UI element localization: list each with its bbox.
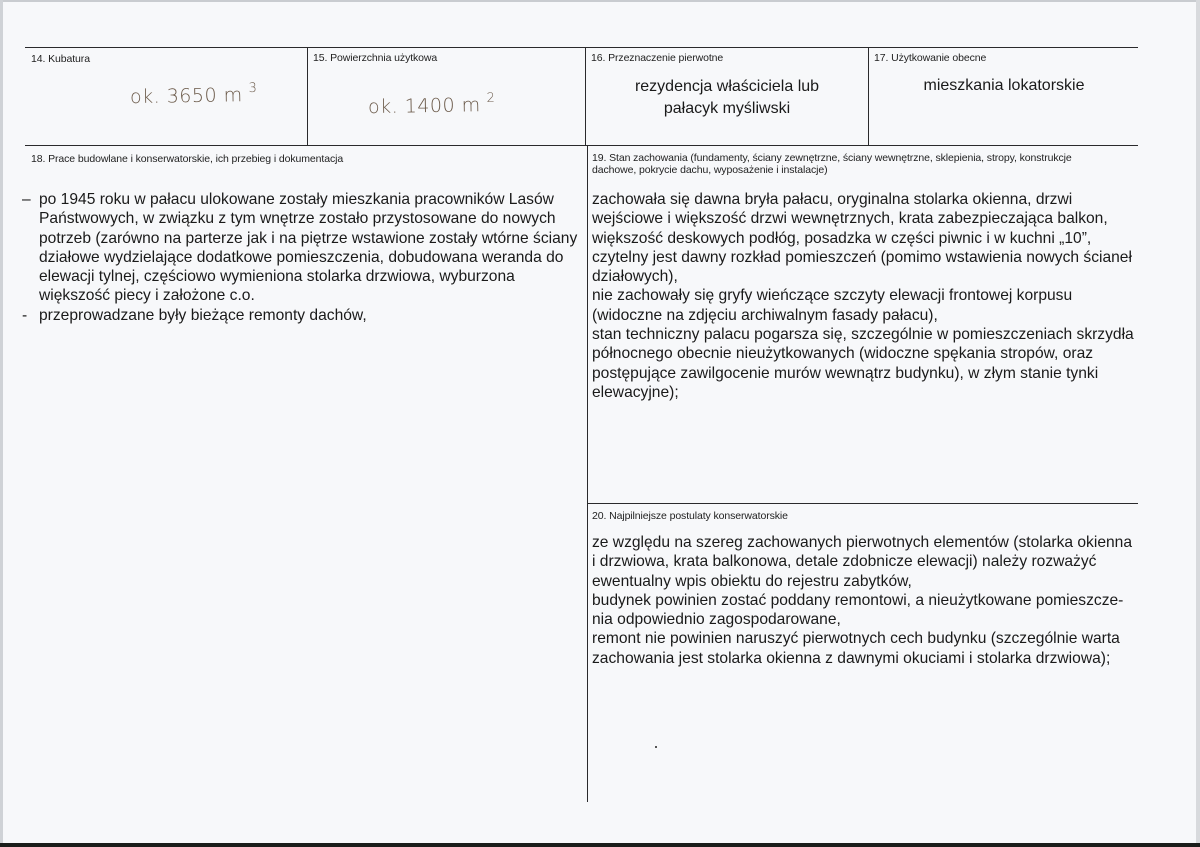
field-19-line: działowych),: [592, 268, 678, 286]
field-15-value: [368, 91, 496, 118]
rule-19-20: [587, 503, 1138, 504]
field-16-value-line: pałacyk myśliwski: [663, 100, 791, 117]
field-15-value-text: ok. 1400 m: [367, 94, 481, 119]
field-19-line: nie zachowały się gryfy wieńczące szczyty elewacji frontowej korpusu: [592, 287, 1073, 305]
field-19-line: elewacyjne);: [592, 383, 679, 401]
field-18-item: [22, 306, 577, 325]
field-20-line: nia odpowiednio zagospodarowane,: [592, 611, 841, 629]
dash-bullet: –: [22, 191, 31, 208]
divider-14-15: [307, 47, 308, 145]
field-16-value: [586, 76, 868, 120]
field-20-line: ewentualny wpis obiektu do rejestru zabytków,: [592, 572, 912, 590]
field-17-label: 17. Użytkowanie obecne: [874, 52, 987, 64]
scan-edge-top: [0, 0, 1200, 2]
field-14-label: 14. Kubatura: [31, 53, 90, 65]
field-20-line: ze względu na szereg zachowanych pierwotnych elementów (stolarka okienna: [592, 534, 1133, 551]
field-19-line: większość deskowych podłóg, posadzka w części piwnic i w kuchni „10”,: [592, 229, 1092, 247]
field-19-label-line: dachowe, pokrycie dachu, wyposażenie i instalacje): [592, 164, 828, 176]
field-19-line: wejściowe i większość drzwi wewnętrznych, krata zabezpieczająca balkon,: [592, 210, 1108, 228]
field-19-line: północnego obecnie nieużytkowanych (widoczne spękania stropów, oraz: [592, 345, 1094, 363]
field-18-line: po 1945 roku w pałacu ulokowane zostały mieszkania pracowników Lasów: [39, 191, 554, 208]
field-14-value-exponent: 3: [248, 80, 258, 97]
field-18-line: potrzeb (zarówno na parterze jak i na piętrze wstawione zostały wtórne ściany: [39, 229, 578, 247]
scan-speck: [655, 746, 657, 748]
divider-18-19: [587, 145, 588, 802]
field-20-line: remont nie powinien naruszyć pierwotnych cech budynku (szczególnie warta: [592, 630, 1120, 648]
field-20-label: 20. Najpilniejsze postulaty konserwatorskie: [592, 510, 788, 522]
field-18-item: [22, 190, 577, 306]
field-17-value: mieszkania lokatorskie: [923, 77, 1085, 94]
scan-edge-left: [0, 0, 3, 847]
field-18-line: przeprowadzane były bieżące remonty dachów,: [39, 306, 367, 324]
field-20-line: zachowania jest stolarka okienna z dawnymi okuciami i stolarka drzwiowa);: [592, 649, 1111, 667]
field-16-label: 16. Przeznaczenie pierwotne: [591, 52, 724, 64]
field-19-label: [592, 152, 1072, 176]
rule-top: [25, 47, 1138, 48]
field-15-value-exponent: 2: [486, 90, 496, 107]
field-14-value-text: ok. 3650 m: [129, 84, 243, 109]
field-19-label-line: 19. Stan zachowania (fundamenty, ściany zewnętrzne, ściany wewnętrzne, sklepienia, stropy, konstrukcje: [592, 152, 1072, 164]
field-18-label: 18. Prace budowlane i konserwatorskie, ich przebieg i dokumentacja: [31, 153, 344, 165]
field-19-line: stan techniczny palacu pogarsza się, szczególnie w pomieszczeniach skrzydła: [592, 326, 1134, 344]
rule-row2: [25, 145, 1138, 146]
field-14-value: [130, 81, 258, 108]
field-16-value-line: rezydencja właściciela lub: [634, 78, 820, 95]
field-18-line: działowe wydzielające dodatkowe pomieszczenia, dobudowana weranda do: [39, 248, 564, 266]
field-18-line: elewacji tylnej, częściowo wymieniona stolarka drzwiowa, wyburzona: [39, 268, 515, 286]
field-19-line: czytelny jest dawny rozkład pomieszczeń (pomimo wstawienia nowych ścianeł: [592, 248, 1132, 266]
field-19-line: zachowała się dawna bryła pałacu, oryginalna stolarka okienna, drzwi: [592, 191, 1073, 208]
field-18-line: większość piecy i założone c.o.: [39, 287, 255, 305]
field-20-line: budynek powinien zostać poddany remontowi, a nieużytkowane pomieszcze-: [592, 591, 1124, 609]
field-19-text: [592, 190, 1134, 402]
field-18-line: Państwowych, w związku z tym wnętrze zostało przystosowane do nowych: [39, 210, 556, 228]
field-20-line: i drzwiowa, krata balkonowa, detale zdobnicze elewacji) należy rozważyć: [592, 553, 1097, 571]
field-20-text: [592, 533, 1132, 668]
dash-bullet: -: [22, 306, 28, 324]
field-15-label: 15. Powierzchnia użytkowa: [313, 52, 438, 64]
field-19-line: postępujące zawilgocenie murów wewnątrz budynku), w złym stanie tynki: [592, 364, 1099, 382]
scan-edge-right: [1196, 0, 1200, 847]
field-19-line: (widoczne na zdjęciu archiwalnym fasady pałacu),: [592, 306, 938, 324]
field-18-list: [22, 190, 577, 325]
scan-edge-bottom: [0, 843, 1200, 847]
